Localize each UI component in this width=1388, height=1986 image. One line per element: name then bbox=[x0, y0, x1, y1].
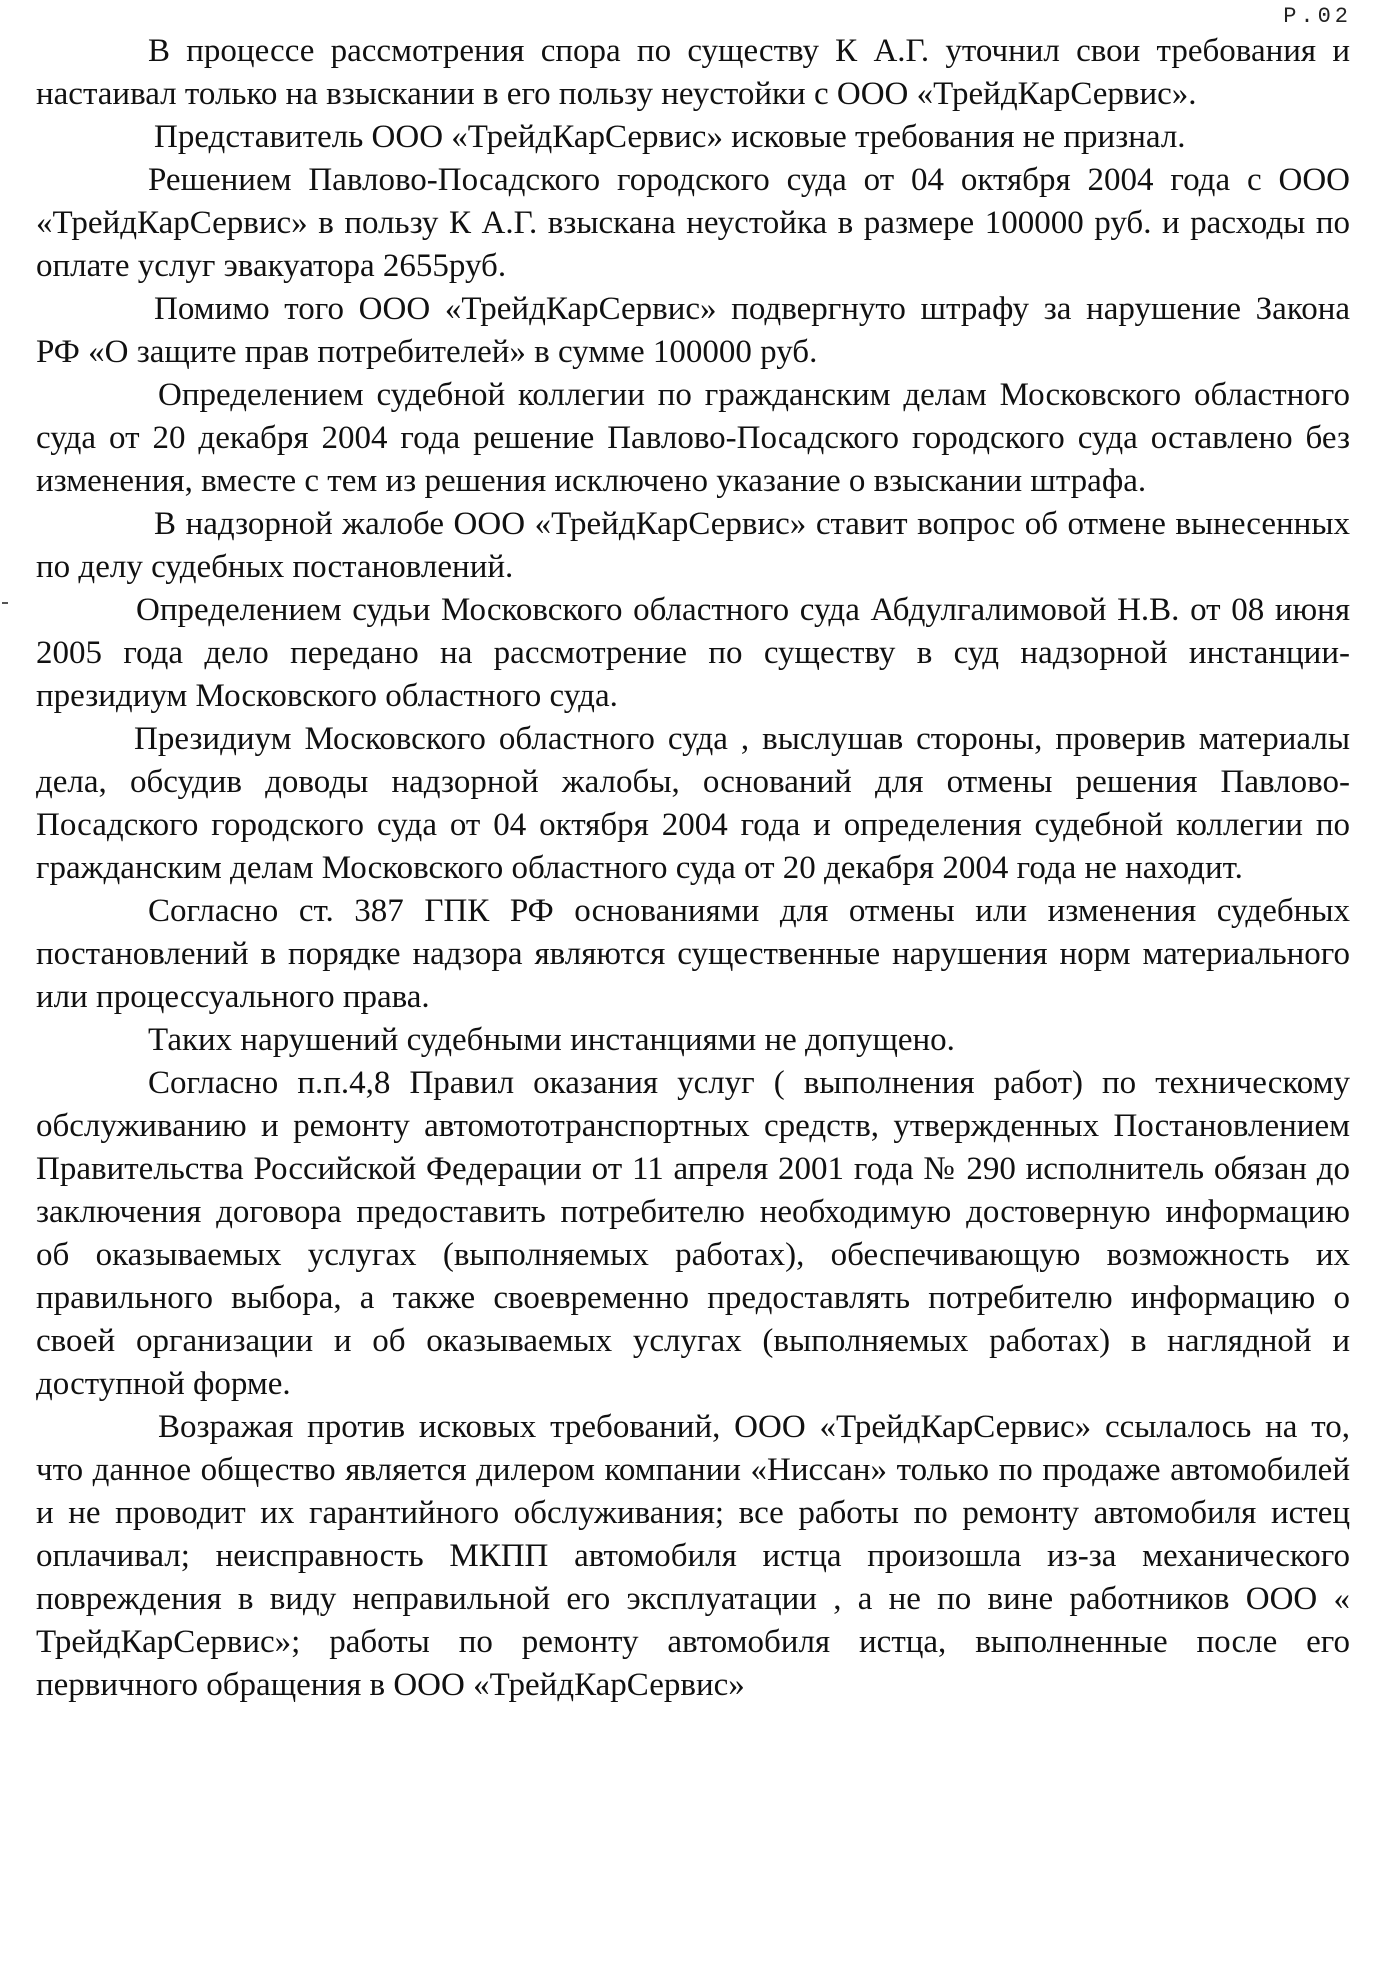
document-body bbox=[36, 30, 1350, 1707]
paragraph-claim-clarification: В процессе рассмотрения спора по существу К А.Г. уточнил свои требования и настаивал только на взыскании в его пользу неустойки с ООО «ТрейдКарСервис». bbox=[36, 33, 1350, 112]
paragraph-defendant-objections: Возражая против исковых требований, ООО «ТрейдКарСервис» ссылалось на то, что данное общество является дилером компании «Ниссан» только по продаже автомобилей и не проводит их гарантийного обслуживания; все работы по ремонту автомобиля истец оплачивал; неисправность МКПП автомобиля истца произошла из-за механического повреждения в виду неправильной его эксплуатации , а не по вине работников ООО « ТрейдКарСервис»; работы по ремонту автомобиля истца, выполненные после его первичного обращения в ООО «ТрейдКарСервис» bbox=[36, 1409, 1350, 1703]
page-number: P.02 bbox=[1283, 4, 1352, 29]
paragraph-case-transfer: Определением судьи Московского областного суда Абдулгалимовой Н.В. от 08 июня 2005 года дело передано на рассмотрение по существу в суд надзорной инстанции- президиум Московского областного суда. bbox=[36, 592, 1350, 714]
paragraph-presidium-conclusion: Президиум Московского областного суда , выслушав стороны, проверив материалы дела, обсудив доводы надзорной жалобы, оснований для отмены решения Павлово-Посадского городского суда от 04 октября 2004 года и определения судебной коллегии по гражданским делам Московского областного суда от 20 декабря 2004 года не находит. bbox=[36, 721, 1350, 886]
paragraph-city-court-decision: Решением Павлово-Посадского городского суда от 04 октября 2004 года с ООО «ТрейдКарСервис» в пользу К А.Г. взыскана неустойка в размере 100000 руб. и расходы по оплате услуг эвакуатора 2655руб. bbox=[36, 162, 1350, 284]
paragraph-appeal-ruling: Определением судебной коллегии по гражданским делам Московского областного суда от 20 декабря 2004 года решение Павлово-Посадского городского суда оставлено без изменения, вместе с тем из решения исключено указание о взыскании штрафа. bbox=[36, 377, 1350, 499]
paragraph-no-violations: Таких нарушений судебными инстанциями не допущено. bbox=[148, 1022, 955, 1058]
margin-mark bbox=[2, 602, 8, 604]
paragraph-service-rules: Согласно п.п.4,8 Правил оказания услуг ( выполнения работ) по техническому обслуживанию и ремонту автомототранспортных средств, утвержденных Постановлением Правительства Российской Федерации от 11 апреля 2001 года № 290 исполнитель обязан до заключения договора предоставить потребителю необходимую достоверную информацию об оказываемых услугах (выполняемых работах), обеспечивающую возможность их правильного выбора, а также своевременно предоставлять потребителю информацию о своей организации и об оказываемых услугах (выполняемых работах) в наглядной и доступной форме. bbox=[36, 1065, 1350, 1402]
paragraph-article-387: Согласно ст. 387 ГПК РФ основаниями для отмены или изменения судебных постановлений в порядке надзора являются существенные нарушения норм материального или процессуального права. bbox=[36, 893, 1350, 1015]
paragraph-defendant-position: Представитель ООО «ТрейдКарСервис» исковые требования не признал. bbox=[154, 119, 1186, 155]
paragraph-fine: Помимо того ООО «ТрейдКарСервис» подвергнуто штрафу за нарушение Закона РФ «О защите прав потребителей» в сумме 100000 руб. bbox=[36, 291, 1350, 370]
paragraph-supervisory-complaint: В надзорной жалобе ООО «ТрейдКарСервис» ставит вопрос об отмене вынесенных по делу судебных постановлений. bbox=[36, 506, 1350, 585]
